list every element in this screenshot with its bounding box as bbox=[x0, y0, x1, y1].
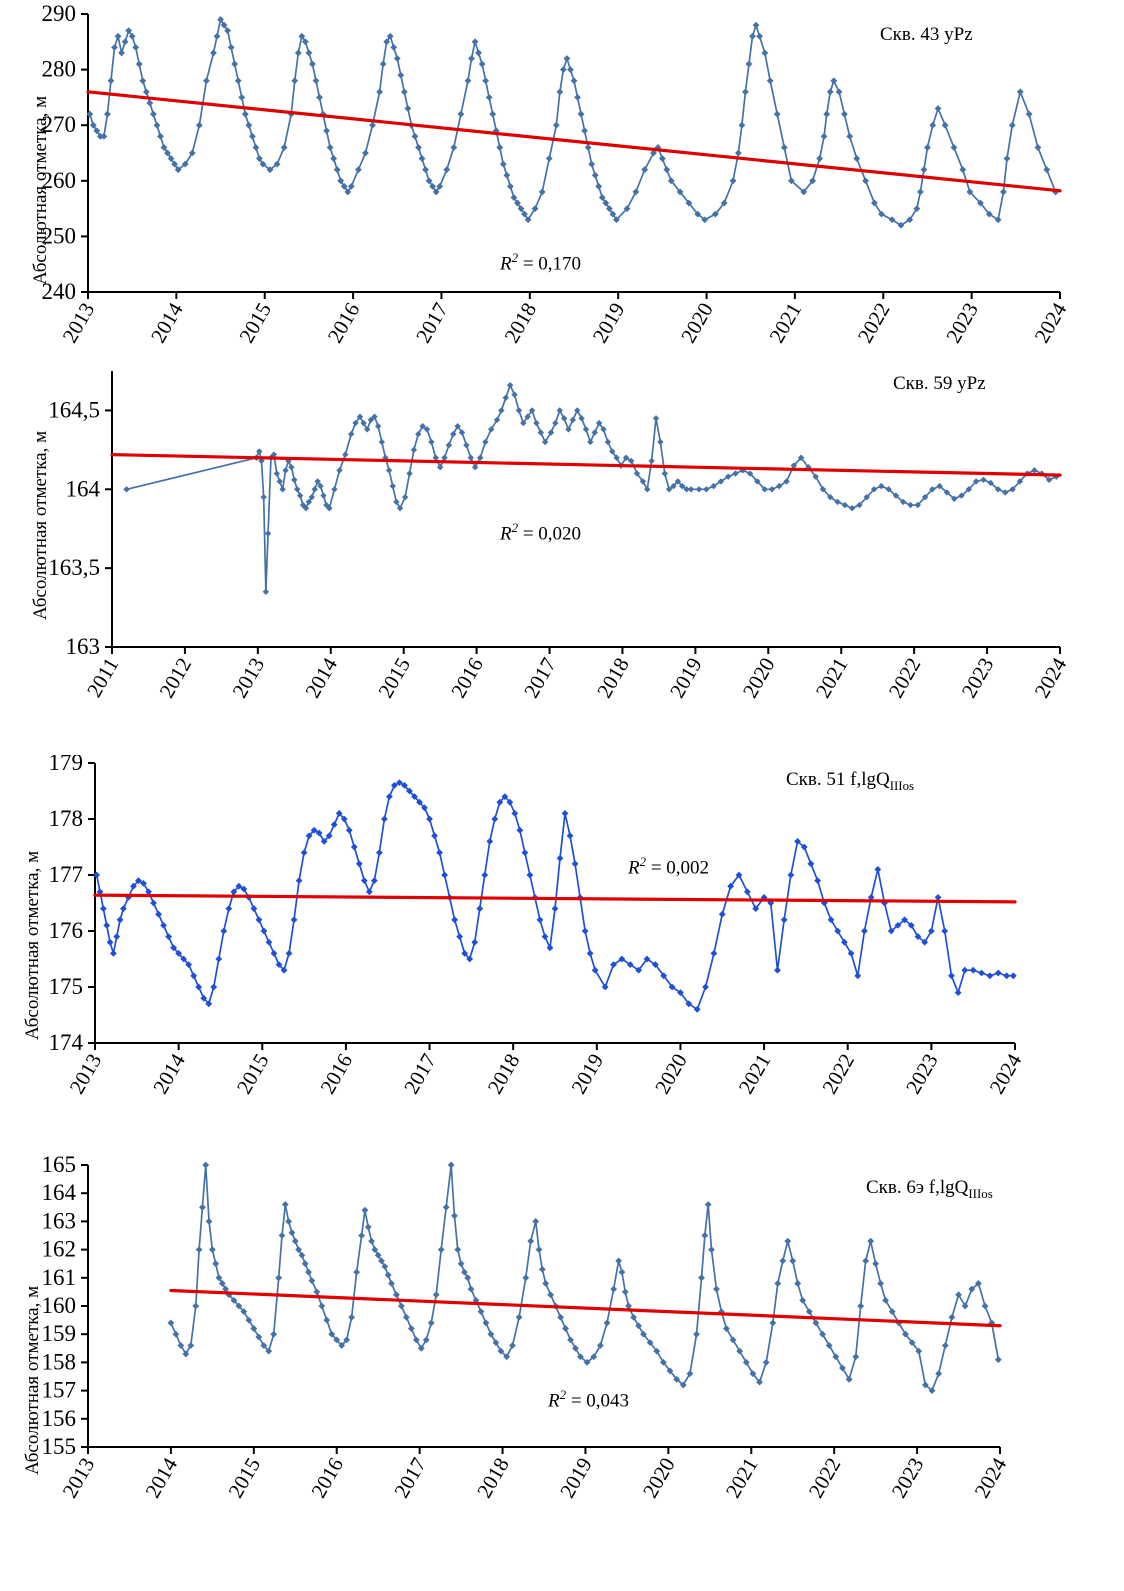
chart-panel-well-43 bbox=[0, 0, 1124, 365]
svg-text:2014: 2014 bbox=[140, 1453, 183, 1502]
svg-text:165: 165 bbox=[41, 1155, 76, 1177]
svg-text:178: 178 bbox=[48, 806, 83, 831]
r2-symbol-2: R bbox=[500, 523, 512, 545]
svg-text:2021: 2021 bbox=[733, 1049, 776, 1098]
svg-text:2013: 2013 bbox=[57, 1453, 100, 1502]
svg-text:2022: 2022 bbox=[803, 1453, 846, 1502]
r2-symbol-1: R bbox=[500, 253, 512, 275]
svg-text:250: 250 bbox=[41, 223, 76, 249]
svg-text:2019: 2019 bbox=[555, 1453, 597, 1502]
svg-text:161: 161 bbox=[41, 1264, 76, 1290]
svg-text:164,5: 164,5 bbox=[48, 397, 100, 423]
r2-value-1: = 0,170 bbox=[518, 253, 582, 275]
well-title-2 bbox=[893, 373, 986, 395]
r2-exponent-3: 2 bbox=[639, 854, 647, 869]
svg-text:2023: 2023 bbox=[886, 1453, 929, 1502]
r2-annotation-3 bbox=[628, 854, 709, 879]
y-axis-label-1: Абсолютная отметка, м bbox=[30, 95, 51, 285]
svg-text:2013: 2013 bbox=[227, 653, 270, 702]
svg-text:164: 164 bbox=[65, 476, 100, 502]
svg-text:2019: 2019 bbox=[566, 1049, 609, 1098]
svg-text:164: 164 bbox=[41, 1180, 76, 1206]
svg-text:177: 177 bbox=[48, 862, 83, 887]
r2-symbol-4: R bbox=[548, 1390, 560, 1412]
svg-text:2023: 2023 bbox=[900, 1049, 943, 1098]
svg-text:163: 163 bbox=[65, 634, 100, 659]
svg-text:159: 159 bbox=[41, 1321, 76, 1347]
svg-text:2023: 2023 bbox=[956, 653, 999, 702]
svg-text:2014: 2014 bbox=[148, 1049, 190, 1098]
svg-text:2016: 2016 bbox=[322, 298, 365, 347]
plot-area-1 bbox=[0, 0, 1124, 365]
svg-text:260: 260 bbox=[41, 167, 76, 193]
svg-text:2018: 2018 bbox=[472, 1453, 514, 1502]
r2-annotation-1 bbox=[500, 250, 581, 275]
well-title-sub-3: IIIos bbox=[889, 777, 915, 793]
svg-text:157: 157 bbox=[41, 1377, 76, 1403]
svg-text:270: 270 bbox=[41, 112, 76, 138]
r2-value-4: = 0,043 bbox=[566, 1390, 630, 1412]
well-title-4 bbox=[866, 1177, 993, 1202]
svg-text:158: 158 bbox=[41, 1349, 76, 1375]
y-axis-label-3: Абсолютная отметка, м bbox=[22, 850, 43, 1040]
chart-panel-well-51 bbox=[0, 755, 1124, 1155]
well-title-text-3: Скв. 51 f,lgQ bbox=[786, 769, 890, 790]
svg-text:280: 280 bbox=[41, 56, 76, 82]
well-title-text-4: Скв. 6э f,lgQ bbox=[866, 1177, 969, 1198]
plot-area-4 bbox=[0, 1155, 1124, 1591]
svg-text:2014: 2014 bbox=[145, 298, 188, 347]
svg-text:2020: 2020 bbox=[650, 1049, 692, 1098]
svg-text:162: 162 bbox=[41, 1236, 76, 1262]
svg-text:2017: 2017 bbox=[411, 298, 453, 347]
svg-text:2013: 2013 bbox=[57, 298, 100, 347]
svg-text:176: 176 bbox=[48, 918, 83, 943]
plot-area-2 bbox=[0, 365, 1124, 755]
svg-text:2024: 2024 bbox=[984, 1049, 1027, 1098]
y-axis-label-4: Абсолютная отметка, м bbox=[22, 1285, 43, 1475]
svg-text:2015: 2015 bbox=[373, 653, 416, 702]
svg-text:2021: 2021 bbox=[810, 653, 853, 702]
well-title-text-2: Скв. 59 уPz bbox=[893, 373, 986, 394]
svg-text:179: 179 bbox=[48, 755, 83, 775]
well-title-3 bbox=[786, 769, 914, 794]
svg-text:2019: 2019 bbox=[664, 653, 707, 702]
svg-text:175: 175 bbox=[48, 974, 83, 999]
svg-text:2013: 2013 bbox=[64, 1049, 107, 1098]
svg-text:2022: 2022 bbox=[883, 653, 926, 702]
svg-text:2020: 2020 bbox=[676, 298, 718, 347]
svg-text:2021: 2021 bbox=[720, 1453, 763, 1502]
svg-text:2015: 2015 bbox=[234, 298, 277, 347]
svg-text:2022: 2022 bbox=[852, 298, 895, 347]
r2-annotation-4 bbox=[548, 1387, 629, 1412]
r2-exponent-4: 2 bbox=[559, 1387, 567, 1402]
svg-text:240: 240 bbox=[41, 279, 76, 304]
svg-text:2020: 2020 bbox=[737, 653, 780, 702]
r2-value-3: = 0,002 bbox=[646, 857, 710, 879]
svg-text:2016: 2016 bbox=[306, 1453, 349, 1502]
svg-text:2023: 2023 bbox=[941, 298, 983, 347]
svg-text:2015: 2015 bbox=[231, 1049, 274, 1098]
svg-text:2011: 2011 bbox=[81, 653, 124, 702]
well-title-text-1: Скв. 43 уPz bbox=[880, 24, 973, 45]
r2-symbol-3: R bbox=[628, 857, 640, 879]
chart-panel-well-6e bbox=[0, 1155, 1124, 1591]
svg-text:2019: 2019 bbox=[587, 298, 630, 347]
r2-exponent-1: 2 bbox=[511, 250, 519, 265]
well-title-1 bbox=[880, 24, 973, 46]
svg-text:2024: 2024 bbox=[1029, 298, 1072, 347]
svg-text:163: 163 bbox=[41, 1208, 76, 1234]
svg-text:2018: 2018 bbox=[592, 653, 634, 702]
svg-text:2024: 2024 bbox=[969, 1453, 1012, 1502]
r2-exponent-2: 2 bbox=[511, 520, 519, 535]
svg-text:290: 290 bbox=[41, 1, 76, 26]
svg-text:2017: 2017 bbox=[389, 1453, 431, 1502]
svg-text:2017: 2017 bbox=[519, 653, 561, 702]
svg-text:2014: 2014 bbox=[300, 653, 343, 702]
svg-text:2024: 2024 bbox=[1029, 653, 1072, 702]
r2-annotation-2 bbox=[500, 520, 581, 545]
svg-text:2018: 2018 bbox=[482, 1049, 525, 1098]
svg-text:2022: 2022 bbox=[817, 1049, 860, 1098]
svg-text:155: 155 bbox=[41, 1434, 76, 1459]
svg-text:2012: 2012 bbox=[154, 653, 197, 702]
plot-area-3 bbox=[0, 755, 1124, 1155]
svg-text:2016: 2016 bbox=[446, 653, 488, 702]
svg-text:174: 174 bbox=[48, 1030, 83, 1055]
well-title-sub-4: IIIos bbox=[968, 1185, 993, 1201]
svg-text:2015: 2015 bbox=[223, 1453, 266, 1502]
r2-value-2: = 0,020 bbox=[518, 523, 582, 545]
svg-text:2021: 2021 bbox=[764, 298, 807, 347]
svg-text:163,5: 163,5 bbox=[48, 555, 100, 581]
svg-text:2017: 2017 bbox=[399, 1049, 441, 1098]
chart-panel-well-59 bbox=[0, 365, 1124, 755]
svg-text:156: 156 bbox=[41, 1405, 76, 1431]
svg-text:2018: 2018 bbox=[499, 298, 542, 347]
y-axis-label-2: Абсолютная отметка, м bbox=[30, 430, 51, 620]
svg-text:160: 160 bbox=[41, 1293, 76, 1318]
svg-text:2016: 2016 bbox=[315, 1049, 358, 1098]
svg-text:2020: 2020 bbox=[637, 1453, 680, 1502]
